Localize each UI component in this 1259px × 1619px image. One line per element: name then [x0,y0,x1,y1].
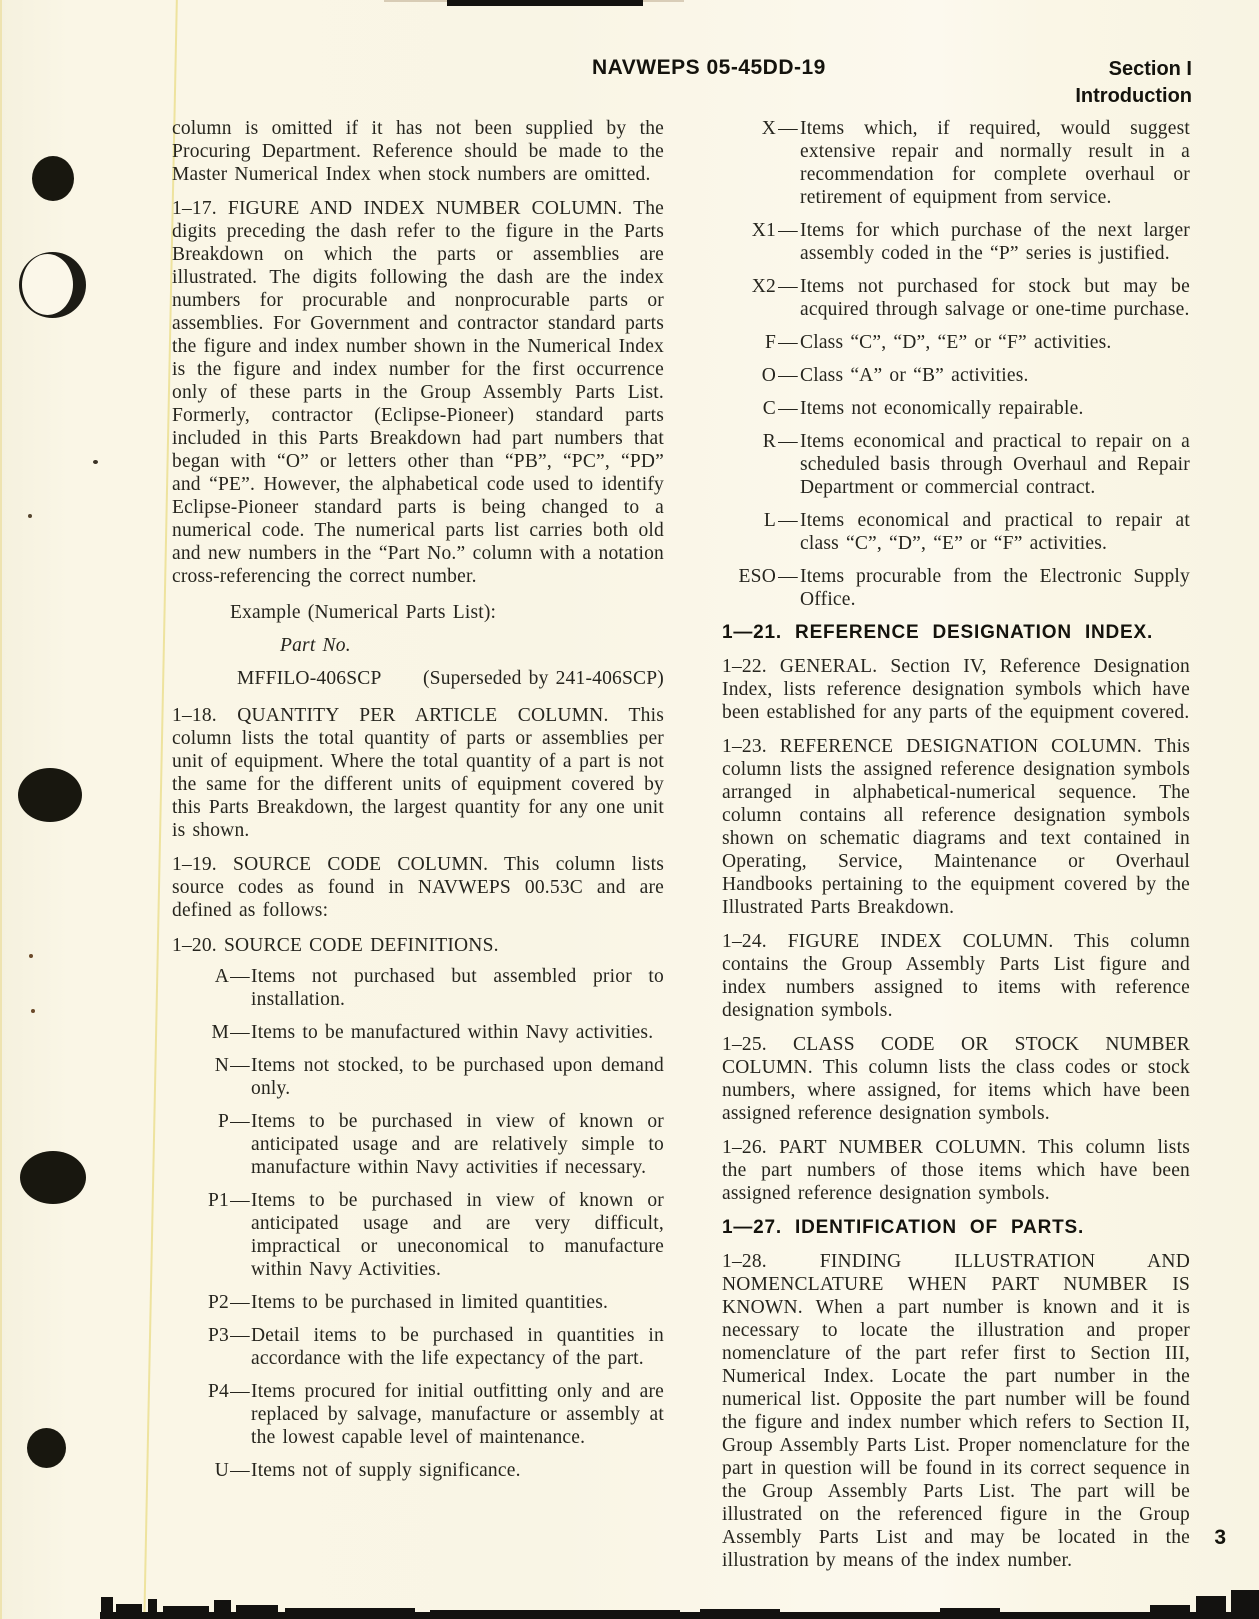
torn-edge-fragment [100,1612,1259,1619]
ink-dot [18,768,82,822]
example-title: Example (Numerical Parts List): [230,602,497,623]
torn-edge-fragment [430,1610,680,1613]
source-code-item [722,331,1190,354]
punch-hole-ring-center [22,254,73,315]
source-code-description: Detail items to be purchased in quantities in accordance with the life expectancy of the part. [251,1325,664,1369]
source-code-description: Items not economically repairable. [800,398,1084,419]
section-header [958,56,1192,110]
ink-dot [27,1428,66,1468]
dash-separator: — [778,276,798,297]
source-code-item [722,565,1190,611]
dash-separator: — [778,398,798,419]
source-code-description: Items economical and practical to repair at class “C”, “D”, “E” or “F” activities. [800,510,1190,554]
ink-dot [20,1151,86,1204]
source-code-item [172,1021,664,1044]
source-code-description: Items to be manufactured within Navy activities. [251,1022,654,1043]
source-code-description: Items not of supply significance. [251,1460,521,1481]
heading-1-27: 1—27. IDENTIFICATION OF PARTS. [722,1217,1085,1238]
torn-edge-fragment [285,1608,415,1613]
source-code-item [172,1110,664,1179]
ink-speck [29,954,33,958]
source-code-letter: O [761,365,776,386]
ink-speck [31,1009,35,1013]
dash-separator: — [778,220,798,241]
paragraph-1-26: 1–26. PART NUMBER COLUMN. This column lists the part numbers of those items which have been assigned reference designation symbols. [722,1137,1190,1204]
dash-separator: — [778,365,798,386]
source-code-description: Items not purchased but assembled prior to installation. [251,966,664,1010]
source-code-letter: R [762,431,776,452]
page-number: 3 [1214,1526,1226,1549]
document-number: NAVWEPS 05-45DD-19 [592,56,826,79]
source-code-letter: P4 [208,1381,229,1402]
torn-edge-fragment [148,1599,157,1613]
source-code-item [172,1189,664,1281]
source-code-letter: X1 [751,220,776,241]
source-code-item [722,509,1190,555]
dash-separator: — [778,566,798,587]
source-code-description: Items procured for initial outfitting only and are replaced by salvage, manufacture or assembly at the lowest capable level of maintenance. [251,1381,664,1448]
source-code-letter: P2 [208,1292,229,1313]
source-code-description: Items to be purchased in limited quantities. [251,1292,609,1313]
torn-edge-fragment [163,1606,209,1613]
source-code-description: Items to be purchased in view of known or anticipated usage and are relatively simple to manufacture within Navy activities if necessary. [251,1111,664,1178]
source-code-letter: A [214,966,229,987]
paragraph-1-18: 1–18. QUANTITY PER ARTICLE COLUMN. This column lists the total quantity of parts or assemblies per unit of equipment. Where the total quantity of a part is not the same for the different units of equipment covered by this Parts Breakdown, the largest quantity for any one unit is shown. [172,705,664,841]
dash-separator: — [230,1460,250,1481]
source-code-letter: ESO [738,566,776,587]
paragraph-1-23: 1–23. REFERENCE DESIGNATION COLUMN. This column lists the assigned reference designation symbols arranged in alphabetical-numerical sequence. The column contains all reference designation symbols shown on schematic diagrams and text contained in Operating, Service, Maintenance or Overhaul Handbooks pertaining to the equipment covered by the Illustrated Parts Breakdown. [722,736,1190,918]
torn-edge-fragment [700,1609,780,1613]
scan-edge-top [447,0,643,6]
torn-edge-fragment [214,1600,231,1613]
source-code-letter: X [761,118,776,139]
source-code-letter: P3 [208,1325,229,1346]
source-code-letter: X2 [751,276,776,297]
source-code-item [172,965,664,1011]
left-column [172,117,664,1492]
source-code-item [172,1054,664,1100]
source-code-item [722,219,1190,265]
example-part-line [237,667,664,690]
source-code-description: Items which, if required, would suggest extensive repair and normally result in a recommendation for complete overhaul or retirement of equipment from service. [800,118,1190,208]
dash-separator: — [230,1022,250,1043]
source-code-description: Items economical and practical to repair on a scheduled basis through Overhaul and Repair Department or commercial contract. [800,431,1190,498]
source-code-letter: F [764,332,776,353]
dash-separator: — [778,431,798,452]
torn-edge-fragment [116,1604,142,1613]
source-code-description: Class “A” or “B” activities. [800,365,1029,386]
paragraph-1-19: 1–19. SOURCE CODE COLUMN. This column lists source codes as found in NAVWEPS 00.53C and are defined as follows: [172,854,664,921]
source-code-description: Items to be purchased in view of known or anticipated usage and are very difficult, impractical or uneconomical to manufacture within Navy Activities. [251,1190,664,1280]
dash-separator: — [778,118,798,139]
torn-edge-fragment [1231,1590,1259,1613]
source-code-item [722,275,1190,321]
section-subtitle: Introduction [1075,85,1192,107]
punch-hole-ring [19,252,86,318]
source-code-letter: U [214,1460,229,1481]
source-code-letter: C [762,398,776,419]
source-code-item [172,1380,664,1449]
torn-edge-fragment [1196,1596,1226,1613]
dash-separator: — [230,1325,250,1346]
torn-edge-fragment [940,1608,1000,1613]
source-code-letter: N [214,1055,229,1076]
source-code-item [172,1324,664,1370]
paragraph-1-25: 1–25. CLASS CODE OR STOCK NUMBER COLUMN. This column lists the class codes or stock numbers, where assigned, for items which have been assigned reference designation symbols. [722,1034,1190,1124]
example-part-number: MFFILO-406SCP [237,668,382,689]
dash-separator: — [230,1190,250,1211]
source-code-item [722,364,1190,387]
ink-dot [32,156,74,201]
paper-edge-line [0,0,2,1619]
example-superseded-note: (Superseded by 241-406SCP) [422,668,664,689]
torn-edge-fragment [236,1605,278,1613]
source-code-description: Items not stocked, to be purchased upon demand only. [251,1055,664,1099]
heading-1-21: 1—21. REFERENCE DESIGNATION INDEX. [722,622,1154,643]
source-code-item [172,1291,664,1314]
source-code-letter: M [211,1022,229,1043]
paragraph-1-17: 1–17. FIGURE AND INDEX NUMBER COLUMN. The digits preceding the dash refer to the figure in the Parts Breakdown on which the parts or assemblies are illustrated. The digits following the dash are the index numbers for procurable and nonprocurable parts or assemblies. For Government and contractor standard parts the figure and index number shown in the Numerical Index is the figure and index number for the first occurrence only of these parts in the Group Assembly Parts List. Formerly, contractor (Eclipse-Pioneer) standard parts included in this Parts Breakdown had part numbers that began with “O” or letters other than “PB”, “PC”, “PD” and “PE”. However, the alphabetical code used to identify Eclipse-Pioneer standard parts is being changed to a numerical code. The numerical parts list carries both old and new numbers in the “Part No.” column with a notation cross-referencing the correct number. [172,198,664,587]
source-code-description: Items not purchased for stock but may be acquired through salvage or one-time purchase. [800,276,1190,320]
dash-separator: — [230,1292,250,1313]
torn-edge-fragment [101,1597,113,1613]
dash-separator: — [230,1111,250,1132]
source-code-item [722,397,1190,420]
source-code-letter: P1 [208,1190,229,1211]
example-part-no-label: Part No. [280,635,351,656]
source-code-letter: L [763,510,776,531]
source-code-description: Items for which purchase of the next larger assembly coded in the “P” series is justified. [800,220,1190,264]
dash-separator: — [230,1381,250,1402]
section-label: Section I [1108,58,1192,80]
ink-speck [28,514,32,518]
ink-speck [93,460,98,464]
dash-separator: — [778,510,798,531]
dash-separator: — [230,966,250,987]
source-code-description: Class “C”, “D”, “E” or “F” activities. [800,332,1112,353]
source-code-item [172,1459,664,1482]
source-code-description: Items procurable from the Electronic Supply Office. [800,566,1190,610]
heading-1-20: 1–20. SOURCE CODE DEFINITIONS. [172,935,499,956]
source-code-item [722,117,1190,209]
paragraph-1-28: 1–28. FINDING ILLUSTRATION AND NOMENCLATURE WHEN PART NUMBER IS KNOWN. When a part number is known and it is necessary to locate the illustration and proper nomenclature of the part refer first to Section III, Numerical Index. Locate the part number in the numerical list. Opposite the part number will be found the figure and index number which refers to Section II, Group Assembly Parts List. Proper nomenclature for the part in question will be found in its correct sequence in the Group Assembly Parts List. The part will be illustrated on the referenced figure in the Group Assembly Parts List and may be located in the illustration by means of the index number. [722,1251,1190,1571]
right-column [722,117,1190,1583]
paragraph-intro: column is omitted if it has not been supplied by the Procuring Department. Reference should be made to the Master Numerical Index when stock numbers are omitted. [172,118,664,185]
paragraph-1-22: 1–22. GENERAL. Section IV, Reference Designation Index, lists reference designation symbols which have been established for any parts of the equipment covered. [722,656,1190,723]
torn-edge-fragment [1150,1605,1190,1613]
dash-separator: — [230,1055,250,1076]
paragraph-1-24: 1–24. FIGURE INDEX COLUMN. This column contains the Group Assembly Parts List figure and index numbers assigned to items with reference designation symbols. [722,931,1190,1021]
source-code-item [722,430,1190,499]
dash-separator: — [778,332,798,353]
source-code-letter: P [217,1111,229,1132]
